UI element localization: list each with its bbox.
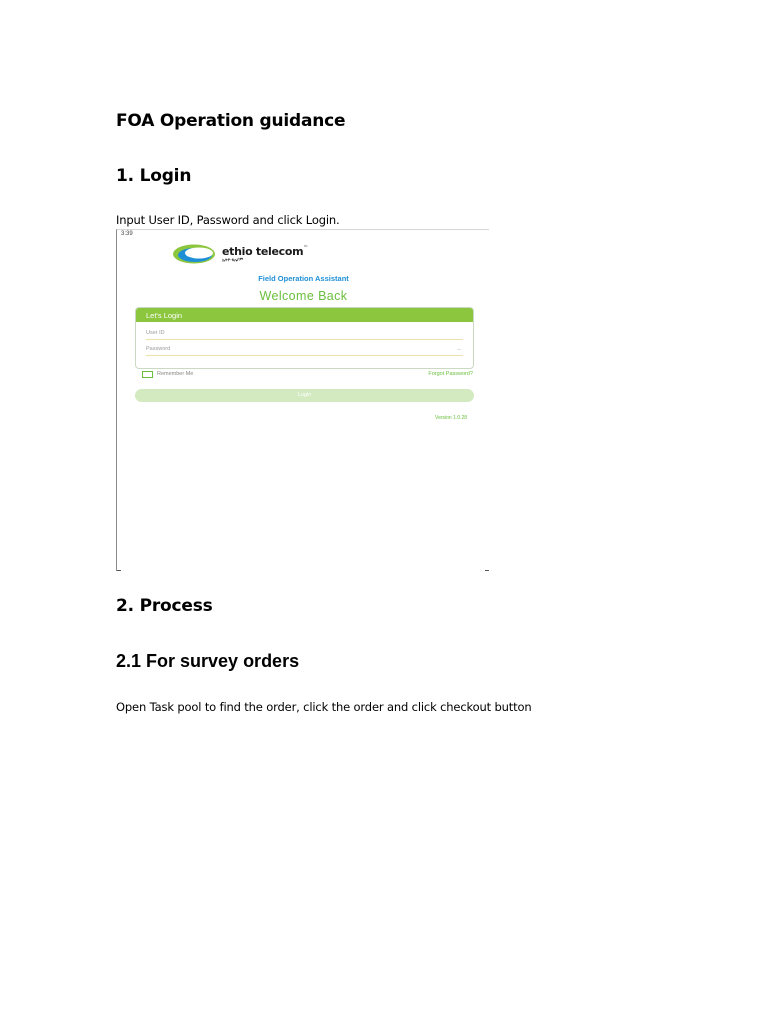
brand-name: ethio telecom™ [222,245,308,258]
heading-process: 2. Process [116,596,213,616]
password-field[interactable] [146,342,463,356]
app-name: Field Operation Assistant [258,274,349,283]
password-placeholder: Password [146,346,171,352]
screenshot-corner [117,570,121,571]
login-button[interactable]: Login [135,389,474,402]
document-title: FOA Operation guidance [116,111,346,131]
heading-login: 1. Login [116,166,192,186]
login-card [135,307,474,369]
welcome-text: Welcome Back [259,289,348,303]
brand-subtitle: ኢትዮ ቴሌኮም [222,257,244,262]
survey-instruction: Open Task pool to find the order, click the order and click checkout button [116,700,532,714]
login-card-title: Let's Login [136,308,473,322]
user-id-field[interactable]: User ID [146,326,463,340]
remember-me-checkbox[interactable] [142,371,153,378]
eye-icon[interactable]: ◦◦ [457,347,461,353]
ethio-telecom-logo-icon [172,243,218,265]
login-screenshot [116,229,489,571]
remember-me-label: Remember Me [157,371,194,377]
status-time: 3:39 [121,231,133,237]
login-instruction: Input User ID, Password and click Login. [116,213,340,227]
version-label: Version 1.0.28 [435,415,467,421]
forgot-password-link[interactable]: Forgot Password? [428,371,473,377]
screenshot-corner [485,570,489,571]
heading-survey-orders: 2.1 For survey orders [116,651,300,671]
